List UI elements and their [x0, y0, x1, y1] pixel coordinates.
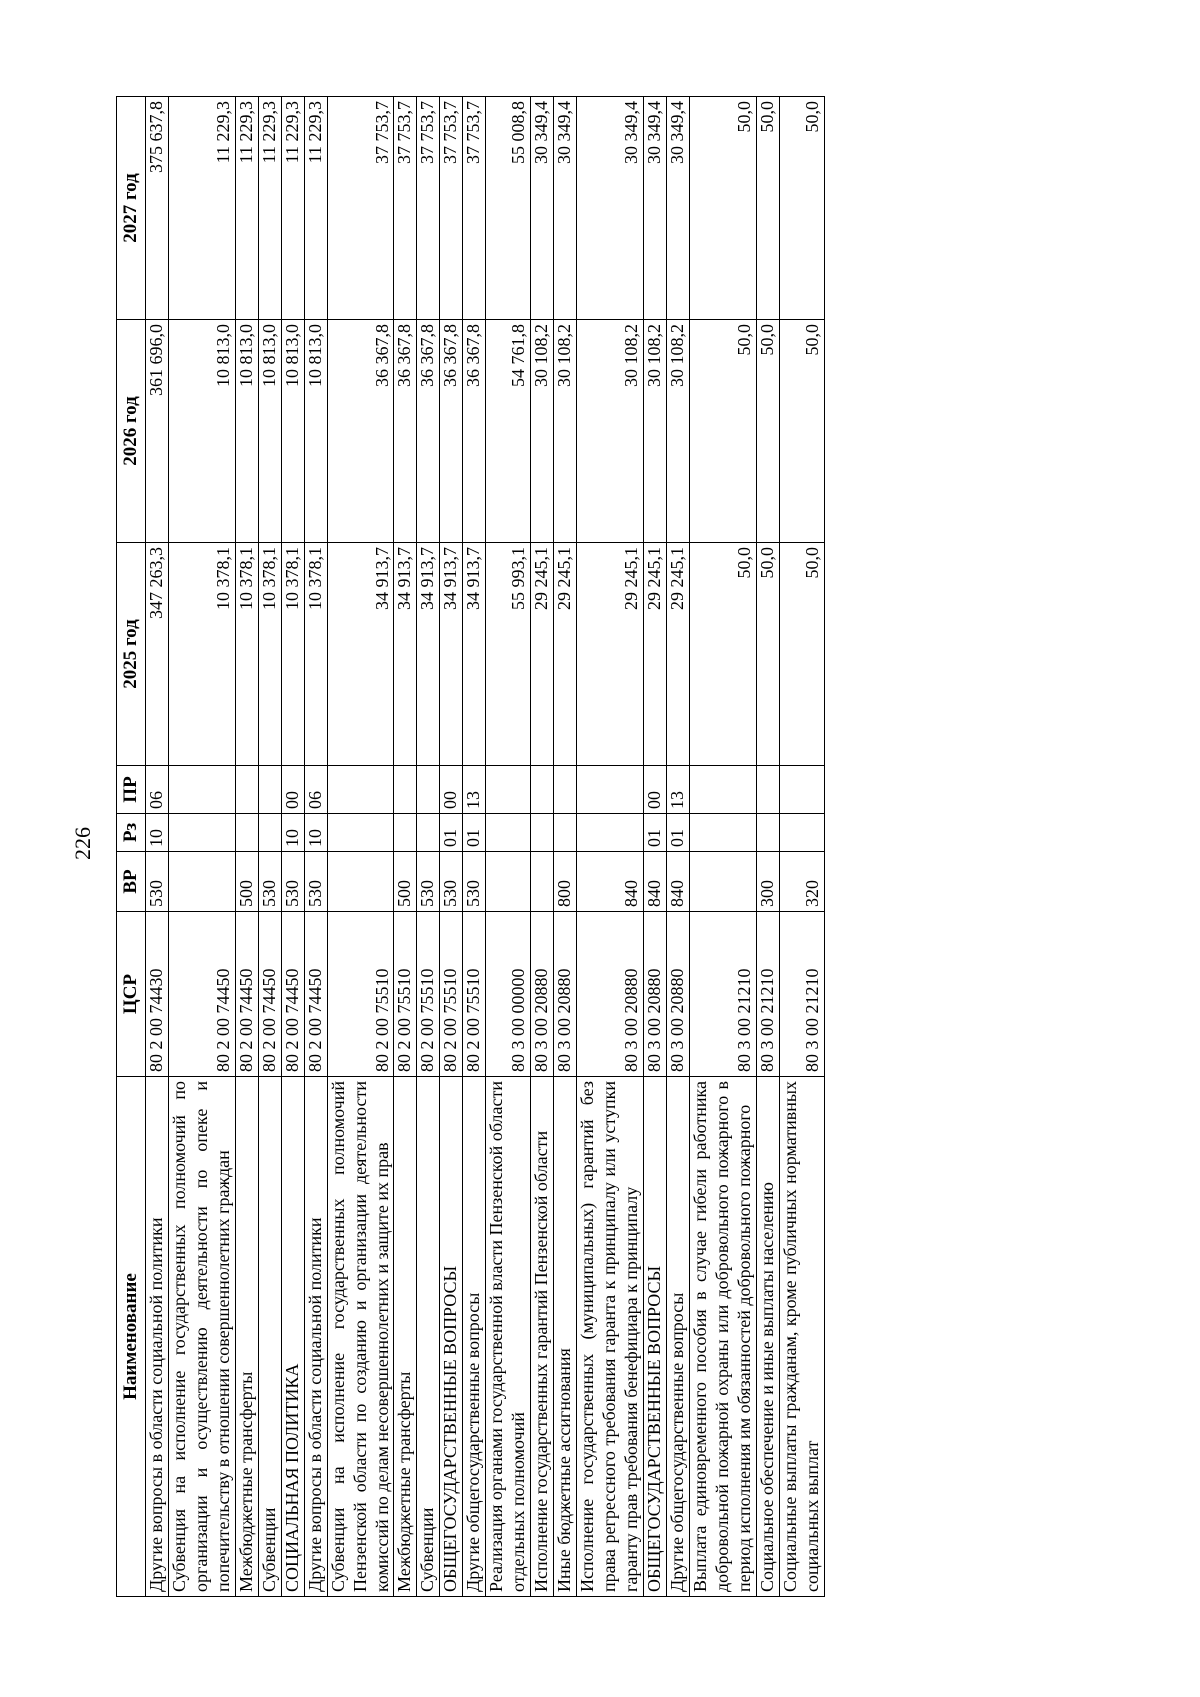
cell-rz: 01 — [463, 814, 486, 852]
cell-vr: 530 — [304, 852, 327, 912]
table-row — [779, 97, 824, 1597]
cell-vr — [689, 852, 756, 912]
cell-2025: 50,0 — [779, 543, 824, 766]
cell-rz — [756, 814, 779, 852]
cell-pr — [168, 766, 235, 814]
cell-vr: 500 — [394, 852, 417, 912]
cell-2026: 36 367,8 — [440, 320, 463, 543]
cell-rz — [394, 814, 417, 852]
cell-2025: 347 263,3 — [146, 543, 169, 766]
cell-pr — [554, 766, 577, 814]
rotated-page-content — [116, 97, 1066, 1597]
cell-2027: 50,0 — [689, 97, 756, 320]
cell-vr — [327, 852, 394, 912]
cell-2027: 37 753,7 — [440, 97, 463, 320]
cell-pr — [417, 766, 440, 814]
cell-pr — [689, 766, 756, 814]
cell-name: Социальные выплаты гражданам, кроме публичных нормативных социальных выплат — [779, 1077, 824, 1597]
cell-name: Другие вопросы в области социальной политики — [146, 1077, 169, 1597]
cell-pr — [258, 766, 281, 814]
cell-csr: 80 2 00 75510 — [463, 912, 486, 1077]
cell-name: ОБЩЕГОСУДАРСТВЕННЫЕ ВОПРОСЫ — [643, 1077, 666, 1597]
cell-vr: 530 — [463, 852, 486, 912]
cell-csr: 80 2 00 74450 — [258, 912, 281, 1077]
cell-2026: 10 813,0 — [235, 320, 258, 543]
cell-2027: 30 349,4 — [577, 97, 644, 320]
cell-vr: 530 — [281, 852, 304, 912]
table-row — [531, 97, 554, 1597]
table-body — [146, 97, 825, 1597]
cell-csr: 80 3 00 00000 — [486, 912, 531, 1077]
cell-pr: 13 — [463, 766, 486, 814]
cell-csr: 80 2 00 75510 — [440, 912, 463, 1077]
cell-csr: 80 3 00 20880 — [577, 912, 644, 1077]
cell-2027: 30 349,4 — [643, 97, 666, 320]
cell-2026: 10 813,0 — [281, 320, 304, 543]
cell-rz — [486, 814, 531, 852]
cell-name: Исполнение государственных (муниципальных) гарантий без права регрессного требования гаранта к принципалу или уступки гаранту прав требования бенефициара к принципалу — [577, 1077, 644, 1597]
page-number: 226 — [70, 827, 95, 860]
cell-2027: 55 008,8 — [486, 97, 531, 320]
cell-name: Другие общегосударственные вопросы — [666, 1077, 689, 1597]
header-2026: 2026 год — [117, 320, 146, 543]
cell-name: Межбюджетные трансферты — [235, 1077, 258, 1597]
header-2025: 2025 год — [117, 543, 146, 766]
cell-2025: 34 913,7 — [440, 543, 463, 766]
cell-rz — [577, 814, 644, 852]
cell-2026: 50,0 — [689, 320, 756, 543]
header-pr: ПР — [117, 766, 146, 814]
header-csr: ЦСР — [117, 912, 146, 1077]
table-row — [554, 97, 577, 1597]
cell-name: СОЦИАЛЬНАЯ ПОЛИТИКА — [281, 1077, 304, 1597]
cell-vr — [531, 852, 554, 912]
cell-2025: 10 378,1 — [168, 543, 235, 766]
cell-pr — [235, 766, 258, 814]
cell-csr: 80 2 00 74450 — [235, 912, 258, 1077]
cell-csr: 80 3 00 20880 — [666, 912, 689, 1077]
cell-name: ОБЩЕГОСУДАРСТВЕННЫЕ ВОПРОСЫ — [440, 1077, 463, 1597]
cell-vr — [486, 852, 531, 912]
cell-2026: 50,0 — [756, 320, 779, 543]
table-row — [643, 97, 666, 1597]
cell-vr: 320 — [779, 852, 824, 912]
cell-2027: 11 229,3 — [168, 97, 235, 320]
cell-rz: 01 — [440, 814, 463, 852]
cell-csr: 80 2 00 75510 — [327, 912, 394, 1077]
cell-2027: 11 229,3 — [258, 97, 281, 320]
cell-csr: 80 2 00 75510 — [417, 912, 440, 1077]
cell-rz — [235, 814, 258, 852]
cell-rz: 10 — [304, 814, 327, 852]
cell-2025: 29 245,1 — [666, 543, 689, 766]
cell-rz — [779, 814, 824, 852]
header-2027: 2027 год — [117, 97, 146, 320]
cell-2026: 30 108,2 — [666, 320, 689, 543]
cell-pr — [779, 766, 824, 814]
cell-2027: 37 753,7 — [417, 97, 440, 320]
table-row — [463, 97, 486, 1597]
cell-name: Межбюджетные трансферты — [394, 1077, 417, 1597]
cell-name: Другие общегосударственные вопросы — [463, 1077, 486, 1597]
table-row — [577, 97, 644, 1597]
cell-vr: 840 — [643, 852, 666, 912]
table-row — [440, 97, 463, 1597]
cell-2026: 36 367,8 — [417, 320, 440, 543]
cell-2026: 50,0 — [779, 320, 824, 543]
table-row — [394, 97, 417, 1597]
cell-vr: 530 — [417, 852, 440, 912]
cell-vr: 530 — [258, 852, 281, 912]
cell-rz: 10 — [281, 814, 304, 852]
cell-2027: 37 753,7 — [394, 97, 417, 320]
cell-name: Иные бюджетные ассигнования — [554, 1077, 577, 1597]
cell-2027: 11 229,3 — [304, 97, 327, 320]
cell-vr — [168, 852, 235, 912]
header-rz: Рз — [117, 814, 146, 852]
cell-2026: 10 813,0 — [304, 320, 327, 543]
table-row — [689, 97, 756, 1597]
header-name: Наименование — [117, 1077, 146, 1597]
cell-rz: 01 — [643, 814, 666, 852]
cell-2025: 29 245,1 — [554, 543, 577, 766]
cell-rz — [554, 814, 577, 852]
cell-pr — [756, 766, 779, 814]
cell-2025: 55 993,1 — [486, 543, 531, 766]
cell-csr: 80 2 00 74430 — [146, 912, 169, 1077]
table-row — [756, 97, 779, 1597]
cell-rz: 10 — [146, 814, 169, 852]
cell-2025: 34 913,7 — [463, 543, 486, 766]
cell-2027: 30 349,4 — [666, 97, 689, 320]
cell-2026: 36 367,8 — [463, 320, 486, 543]
cell-2027: 30 349,4 — [531, 97, 554, 320]
cell-2025: 34 913,7 — [417, 543, 440, 766]
cell-pr — [531, 766, 554, 814]
cell-csr: 80 2 00 74450 — [281, 912, 304, 1077]
cell-2026: 54 761,8 — [486, 320, 531, 543]
table-row — [327, 97, 394, 1597]
cell-2026: 36 367,8 — [394, 320, 417, 543]
cell-csr: 80 2 00 74450 — [304, 912, 327, 1077]
cell-pr: 06 — [146, 766, 169, 814]
cell-vr: 530 — [146, 852, 169, 912]
cell-2026: 10 813,0 — [258, 320, 281, 543]
cell-csr: 80 3 00 21210 — [689, 912, 756, 1077]
cell-2027: 37 753,7 — [327, 97, 394, 320]
cell-2026: 30 108,2 — [643, 320, 666, 543]
cell-rz — [327, 814, 394, 852]
cell-rz — [168, 814, 235, 852]
cell-2025: 29 245,1 — [577, 543, 644, 766]
cell-2027: 11 229,3 — [281, 97, 304, 320]
cell-pr: 00 — [643, 766, 666, 814]
cell-2027: 37 753,7 — [463, 97, 486, 320]
cell-rz — [417, 814, 440, 852]
cell-name: Исполнение государственных гарантий Пензенской области — [531, 1077, 554, 1597]
cell-rz — [531, 814, 554, 852]
table-row — [168, 97, 235, 1597]
cell-name: Реализация органами государственной власти Пензенской области отдельных полномочий — [486, 1077, 531, 1597]
cell-rz: 01 — [666, 814, 689, 852]
cell-pr — [577, 766, 644, 814]
table-row — [486, 97, 531, 1597]
table-header-row — [117, 97, 146, 1597]
cell-2025: 34 913,7 — [327, 543, 394, 766]
cell-2026: 30 108,2 — [531, 320, 554, 543]
cell-vr: 500 — [235, 852, 258, 912]
cell-name: Субвенция на исполнение государственных полномочий по организации и осуществлению деятельности по опеке и попечительству в отношении совершеннолетних граждан — [168, 1077, 235, 1597]
cell-name: Субвенции — [417, 1077, 440, 1597]
cell-name: Выплата единовременного пособия в случае гибели работника добровольной пожарной охраны или добровольного пожарного в период исполнения им обязанностей добровольного пожарного — [689, 1077, 756, 1597]
table-row — [666, 97, 689, 1597]
cell-pr: 06 — [304, 766, 327, 814]
cell-2026: 30 108,2 — [554, 320, 577, 543]
cell-vr: 840 — [577, 852, 644, 912]
cell-2026: 361 696,0 — [146, 320, 169, 543]
cell-csr: 80 3 00 21210 — [756, 912, 779, 1077]
cell-2025: 29 245,1 — [643, 543, 666, 766]
cell-pr: 13 — [666, 766, 689, 814]
cell-2027: 30 349,4 — [554, 97, 577, 320]
cell-pr — [394, 766, 417, 814]
cell-csr: 80 3 00 20880 — [643, 912, 666, 1077]
cell-2027: 50,0 — [756, 97, 779, 320]
cell-vr: 530 — [440, 852, 463, 912]
cell-2025: 29 245,1 — [531, 543, 554, 766]
cell-name: Социальное обеспечение и иные выплаты населению — [756, 1077, 779, 1597]
cell-rz — [689, 814, 756, 852]
cell-csr: 80 3 00 21210 — [779, 912, 824, 1077]
cell-2025: 10 378,1 — [304, 543, 327, 766]
cell-csr: 80 2 00 75510 — [394, 912, 417, 1077]
cell-csr: 80 2 00 74450 — [168, 912, 235, 1077]
table-row — [146, 97, 169, 1597]
cell-2025: 10 378,1 — [281, 543, 304, 766]
cell-2025: 10 378,1 — [258, 543, 281, 766]
cell-2026: 36 367,8 — [327, 320, 394, 543]
table-row — [304, 97, 327, 1597]
cell-vr: 300 — [756, 852, 779, 912]
table-row — [417, 97, 440, 1597]
budget-table — [116, 96, 825, 1597]
cell-2026: 10 813,0 — [168, 320, 235, 543]
cell-2025: 34 913,7 — [394, 543, 417, 766]
cell-name: Субвенции на исполнение государственных полномочий Пензенской области по созданию и организации деятельности комиссий по делам несовершеннолетних и защите их прав — [327, 1077, 394, 1597]
cell-pr — [486, 766, 531, 814]
cell-2025: 50,0 — [689, 543, 756, 766]
cell-rz — [258, 814, 281, 852]
cell-pr: 00 — [440, 766, 463, 814]
cell-pr — [327, 766, 394, 814]
table-row — [281, 97, 304, 1597]
cell-2027: 375 637,8 — [146, 97, 169, 320]
cell-name: Другие вопросы в области социальной политики — [304, 1077, 327, 1597]
cell-csr: 80 3 00 20880 — [531, 912, 554, 1077]
table-row — [258, 97, 281, 1597]
cell-vr: 800 — [554, 852, 577, 912]
cell-2027: 50,0 — [779, 97, 824, 320]
cell-pr: 00 — [281, 766, 304, 814]
cell-2026: 30 108,2 — [577, 320, 644, 543]
cell-vr: 840 — [666, 852, 689, 912]
table-row — [235, 97, 258, 1597]
cell-2027: 11 229,3 — [235, 97, 258, 320]
cell-2025: 10 378,1 — [235, 543, 258, 766]
cell-csr: 80 3 00 20880 — [554, 912, 577, 1077]
cell-name: Субвенции — [258, 1077, 281, 1597]
cell-2025: 50,0 — [756, 543, 779, 766]
header-vr: ВР — [117, 852, 146, 912]
